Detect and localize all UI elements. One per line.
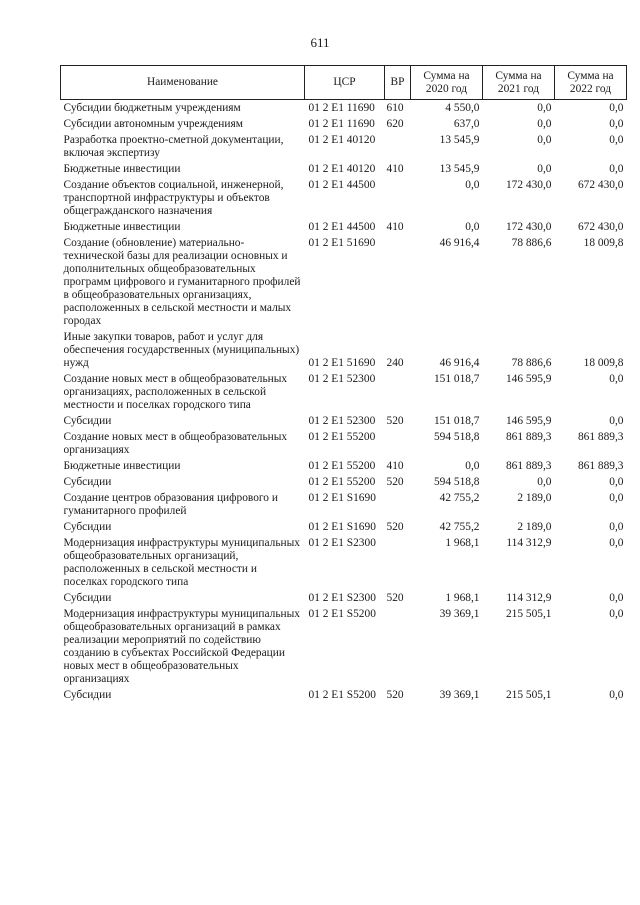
row-sum-2022: 0,0 — [609, 537, 624, 549]
row-csr: 01 2 E1 S1690 — [308, 521, 376, 533]
row-sum-2021: 0,0 — [537, 118, 552, 130]
row-vr — [385, 606, 411, 687]
table-row — [61, 606, 627, 687]
row-sum-2021: 861 889,3 — [505, 431, 552, 443]
row-sum-2021: 0,0 — [537, 476, 552, 488]
row-sum-2022: 0,0 — [609, 476, 624, 488]
row-sum-2020: 0,0 — [465, 179, 480, 191]
row-csr: 01 2 E1 S5200 — [308, 689, 376, 701]
row-sum-2021: 2 189,0 — [517, 521, 552, 533]
row-sum-2020: 46 916,4 — [439, 237, 480, 249]
row-csr: 01 2 E1 52300 — [308, 415, 376, 427]
row-csr: 01 2 E1 51690 — [308, 357, 376, 369]
row-sum-2022: 0,0 — [609, 415, 624, 427]
header-sum-2022: Сумма на 2022 год — [555, 66, 627, 100]
row-csr: 01 2 E1 52300 — [308, 373, 376, 385]
row-sum-2021: 172 430,0 — [505, 221, 552, 233]
row-sum-2021: 146 595,9 — [505, 415, 552, 427]
table-row — [61, 329, 627, 371]
row-csr: 01 2 E1 44500 — [308, 179, 376, 191]
row-sum-2021: 861 889,3 — [505, 460, 552, 472]
row-vr: 520 — [386, 476, 404, 488]
row-csr: 01 2 E1 S2300 — [308, 537, 376, 549]
row-sum-2020: 42 755,2 — [439, 492, 480, 504]
row-sum-2022: 0,0 — [609, 492, 624, 504]
row-sum-2020: 42 755,2 — [439, 521, 480, 533]
row-sum-2022: 0,0 — [609, 689, 624, 701]
table-row — [61, 490, 627, 519]
row-sum-2022: 672 430,0 — [577, 221, 624, 233]
row-vr: 240 — [386, 357, 404, 369]
row-sum-2020: 637,0 — [453, 118, 480, 130]
row-vr: 610 — [386, 102, 404, 114]
row-vr — [385, 490, 411, 519]
header-sum-2020: Сумма на 2020 год — [411, 66, 483, 100]
row-sum-2020: 151 018,7 — [433, 415, 480, 427]
row-name: Субсидии — [63, 592, 112, 604]
row-sum-2020: 39 369,1 — [439, 689, 480, 701]
row-name: Разработка проектно-сметной документации, включая экспертизу — [63, 134, 284, 159]
row-name: Бюджетные инвестиции — [63, 460, 181, 472]
row-sum-2020: 594 518,8 — [433, 431, 480, 443]
row-sum-2022: 672 430,0 — [577, 179, 624, 191]
row-name: Бюджетные инвестиции — [63, 221, 181, 233]
row-sum-2020: 39 369,1 — [439, 608, 480, 620]
row-name: Создание новых мест в общеобразовательных организациях, расположенных в сельской местности и поселках городского типа — [63, 373, 288, 411]
row-sum-2020: 4 550,0 — [445, 102, 480, 114]
row-vr: 520 — [386, 521, 404, 533]
row-name: Субсидии — [63, 476, 112, 488]
row-name: Субсидии — [63, 521, 112, 533]
row-name: Субсидии — [63, 689, 112, 701]
budget-table — [60, 65, 627, 703]
row-csr: 01 2 E1 44500 — [308, 221, 376, 233]
row-sum-2021: 146 595,9 — [505, 373, 552, 385]
row-vr: 410 — [386, 460, 404, 472]
table-row — [61, 429, 627, 458]
table-row — [61, 100, 627, 117]
row-vr: 620 — [386, 118, 404, 130]
row-sum-2022: 861 889,3 — [577, 431, 624, 443]
table-body — [61, 100, 627, 704]
row-name: Создание (обновление) материально-технической базы для реализации основных и дополнительных общеобразовательных программ цифрового и гуманитарного профилей в общеобразовательных организациях, расположенных в сельской местности и малых городах — [63, 237, 301, 327]
row-sum-2020: 0,0 — [465, 460, 480, 472]
table-row — [61, 590, 627, 606]
row-name: Бюджетные инвестиции — [63, 163, 181, 175]
row-sum-2020: 13 545,9 — [439, 134, 480, 146]
row-sum-2020: 594 518,8 — [433, 476, 480, 488]
table-row — [61, 371, 627, 413]
table-row — [61, 687, 627, 703]
table-row — [61, 474, 627, 490]
row-csr: 01 2 E1 55200 — [308, 460, 376, 472]
row-name: Субсидии — [63, 415, 112, 427]
row-vr — [385, 429, 411, 458]
row-sum-2020: 1 968,1 — [445, 592, 480, 604]
table-row — [61, 535, 627, 590]
row-csr: 01 2 E1 11690 — [308, 118, 375, 130]
row-name: Модернизация инфраструктуры муниципальных общеобразовательных организаций в рамках реализации мероприятий по содействию созданию в субъектах Российской Федерации новых мест в общеобразовательных организациях — [63, 608, 300, 685]
table-row — [61, 116, 627, 132]
row-name: Модернизация инфраструктуры муниципальных общеобразовательных организаций, расположенных в сельской местности и поселках городского типа — [63, 537, 300, 588]
row-vr: 410 — [386, 163, 404, 175]
row-sum-2021: 215 505,1 — [505, 689, 552, 701]
row-name: Создание центров образования цифрового и гуманитарного профилей — [63, 492, 278, 517]
row-vr — [385, 535, 411, 590]
row-csr: 01 2 E1 40120 — [308, 134, 376, 146]
row-name: Иные закупки товаров, работ и услуг для обеспечения государственных (муниципальных) нужд — [63, 331, 300, 369]
row-sum-2021: 78 886,6 — [511, 237, 552, 249]
row-csr: 01 2 E1 51690 — [308, 237, 376, 249]
row-name: Субсидии автономным учреждениям — [63, 118, 243, 130]
row-csr: 01 2 E1 11690 — [308, 102, 375, 114]
row-sum-2020: 151 018,7 — [433, 373, 480, 385]
table-row — [61, 413, 627, 429]
row-vr: 520 — [386, 689, 404, 701]
row-sum-2022: 0,0 — [609, 118, 624, 130]
row-sum-2022: 0,0 — [609, 521, 624, 533]
row-sum-2022: 0,0 — [609, 592, 624, 604]
row-name: Создание новых мест в общеобразовательных организациях — [63, 431, 288, 456]
row-name: Субсидии бюджетным учреждениям — [63, 102, 241, 114]
header-row — [61, 66, 627, 100]
row-sum-2021: 114 312,9 — [506, 592, 552, 604]
header-csr: ЦСР — [305, 66, 385, 100]
row-sum-2021: 0,0 — [537, 102, 552, 114]
row-sum-2022: 0,0 — [609, 102, 624, 114]
row-csr: 01 2 E1 S5200 — [308, 608, 376, 620]
row-csr: 01 2 E1 40120 — [308, 163, 376, 175]
row-sum-2021: 0,0 — [537, 134, 552, 146]
row-vr: 410 — [386, 221, 404, 233]
row-sum-2021: 114 312,9 — [506, 537, 552, 549]
row-sum-2021: 0,0 — [537, 163, 552, 175]
page-number: 611 — [310, 35, 330, 50]
table-row — [61, 235, 627, 329]
row-name: Создание объектов социальной, инженерной, транспортной инфраструктуры и объектов общегражданского назначения — [63, 179, 284, 217]
row-vr — [385, 371, 411, 413]
row-sum-2020: 0,0 — [465, 221, 480, 233]
row-sum-2022: 0,0 — [609, 134, 624, 146]
header-name: Наименование — [61, 66, 305, 100]
row-sum-2022: 18 009,8 — [583, 237, 624, 249]
row-csr: 01 2 E1 55200 — [308, 476, 376, 488]
row-sum-2022: 0,0 — [609, 373, 624, 385]
row-sum-2021: 78 886,6 — [511, 357, 552, 369]
table-row — [61, 458, 627, 474]
row-vr — [385, 132, 411, 161]
row-sum-2020: 1 968,1 — [445, 537, 480, 549]
row-sum-2021: 2 189,0 — [517, 492, 552, 504]
table-row — [61, 219, 627, 235]
row-sum-2022: 0,0 — [609, 608, 624, 620]
row-sum-2021: 172 430,0 — [505, 179, 552, 191]
row-sum-2020: 13 545,9 — [439, 163, 480, 175]
header-sum-2021: Сумма на 2021 год — [483, 66, 555, 100]
row-csr: 01 2 E1 S2300 — [308, 592, 376, 604]
table-row — [61, 177, 627, 219]
row-vr: 520 — [386, 592, 404, 604]
table-row — [61, 132, 627, 161]
row-sum-2020: 46 916,4 — [439, 357, 480, 369]
table-row — [61, 519, 627, 535]
row-csr: 01 2 E1 55200 — [308, 431, 376, 443]
table-row — [61, 161, 627, 177]
row-csr: 01 2 E1 S1690 — [308, 492, 376, 504]
row-sum-2022: 0,0 — [609, 163, 624, 175]
row-sum-2022: 18 009,8 — [583, 357, 624, 369]
row-vr — [385, 235, 411, 329]
header-vr: ВР — [385, 66, 411, 100]
row-vr: 520 — [386, 415, 404, 427]
row-sum-2022: 861 889,3 — [577, 460, 624, 472]
row-vr — [385, 177, 411, 219]
row-sum-2021: 215 505,1 — [505, 608, 552, 620]
